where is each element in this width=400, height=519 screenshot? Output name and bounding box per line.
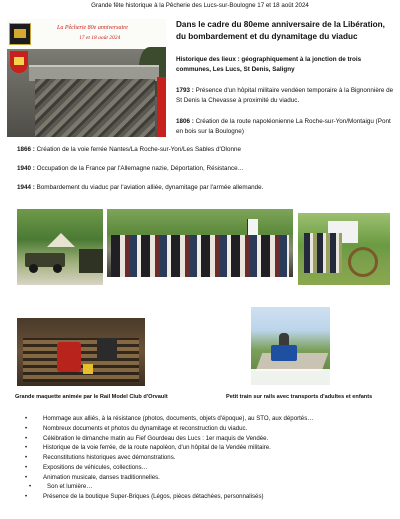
intro-heading xyxy=(176,19,396,42)
crowd-shape xyxy=(111,235,289,277)
truck-shape xyxy=(79,249,103,273)
list-item: • Présence de la boutique Super-Briques (Légos, pièces détachées, personnalisés) xyxy=(25,492,395,502)
tent-shape xyxy=(47,233,75,247)
track-shape xyxy=(23,338,139,382)
pecherie-logo xyxy=(9,23,31,45)
programme-list xyxy=(25,414,395,502)
wheel-shape xyxy=(29,264,38,273)
poster-title: La Pêcherie 80e anniversaire xyxy=(57,25,128,31)
paragraph-1793 xyxy=(176,86,397,105)
cannon-wheel-shape xyxy=(348,247,378,277)
wheel-shape xyxy=(53,264,62,273)
poster-red-bar xyxy=(157,77,166,137)
text-1806: Création de la route napoléonienne La Roche-sur-Yon/Montaigu (Pont en bois sur la Boulogne) xyxy=(176,118,391,135)
locomotive-shape xyxy=(57,342,81,372)
timeline-1944 xyxy=(17,183,397,192)
anniversary-poster xyxy=(7,19,166,137)
timeline-year: 1866 : xyxy=(17,146,35,153)
wagon-shape xyxy=(83,364,93,374)
list-item: • Nombreux documents et photos du dynamitage et reconstruction du viaduc. xyxy=(25,424,395,434)
timeline-year: 1944 : xyxy=(17,184,35,191)
timeline-1866 xyxy=(17,145,397,154)
list-item: • Reconstitutions historiques avec démonstrations. xyxy=(25,453,395,463)
list-item: • Hommage aux alliés, à la résistance (photos, documents, objets d'époque), au STO, aux déportés… xyxy=(25,414,395,424)
list-item: • Historique de la voie ferrée, de la route napoléon, d'un hôpital de la Vendée militaire. xyxy=(25,443,395,453)
rubble-shape xyxy=(35,79,155,137)
timeline-1940 xyxy=(17,164,397,173)
intro-heading-line2: du bombardement et du dynamitage du viaduc xyxy=(176,31,358,41)
photo-military-vehicles xyxy=(17,209,103,285)
photo-costumed-group xyxy=(107,209,293,277)
page-title: Grande fête historique à la Pêcherie des Lucs-sur-Boulogne 17 et 18 août 2024 xyxy=(91,2,309,9)
locomotive-shape xyxy=(97,338,117,360)
photo-model-railway xyxy=(17,318,145,386)
coat-of-arms-icon xyxy=(10,51,28,73)
timeline-year: 1940 : xyxy=(17,165,35,172)
intro-heading-line1: Dans le cadre du 80eme anniversaire de la Libération, xyxy=(176,20,385,29)
list-item: • Célébration le dimanche matin au Fief Gourdeau des Lucs : 1er maquis de Vendée. xyxy=(25,434,395,444)
timeline-text: Bombardement du viaduc par l'aviation alliée, dynamitage par l'armée allemande. xyxy=(34,184,264,191)
barrier-shape xyxy=(251,369,330,385)
caption-petit-train: Petit train sur rails avec transports d'adultes et enfants xyxy=(226,394,373,400)
photo-small-train xyxy=(251,307,330,385)
historique-paragraph: Historique des lieux : géographiquement à la jonction de trois communes, Les Lucs, St Denis, Saligny xyxy=(176,56,362,73)
photo-cannon-reenactment xyxy=(298,213,390,285)
year-1806: 1806 : xyxy=(176,118,194,125)
caption-maquette: Grande maquette animée par le Rail Model Club d'Orvault xyxy=(15,394,168,400)
list-item: • Expositions de véhicules, collections… xyxy=(25,463,395,473)
year-1793: 1793 : xyxy=(176,87,194,94)
timeline-text: Création de la voie ferrée Nantes/La Roche-sur-Yon/Les Sables d'Olonne xyxy=(34,146,241,153)
paragraph-1806 xyxy=(176,117,397,136)
timeline-text: Occupation de la France par l'Allemagne nazie, Déportation, Résistance… xyxy=(34,165,244,172)
poster-date: 17 et 18 août 2024 xyxy=(79,35,121,41)
train-shape xyxy=(271,345,297,361)
soldiers-shape xyxy=(304,233,342,273)
text-1793: Présence d'un hôpital militaire vendéen temporaire à la Bignonnière de St Denis la Chevasse à proximité du viaduc. xyxy=(176,87,394,104)
list-item: • Animation musicale, danses traditionnelles. xyxy=(25,473,395,483)
list-item: • Son et lumière… xyxy=(25,482,395,492)
